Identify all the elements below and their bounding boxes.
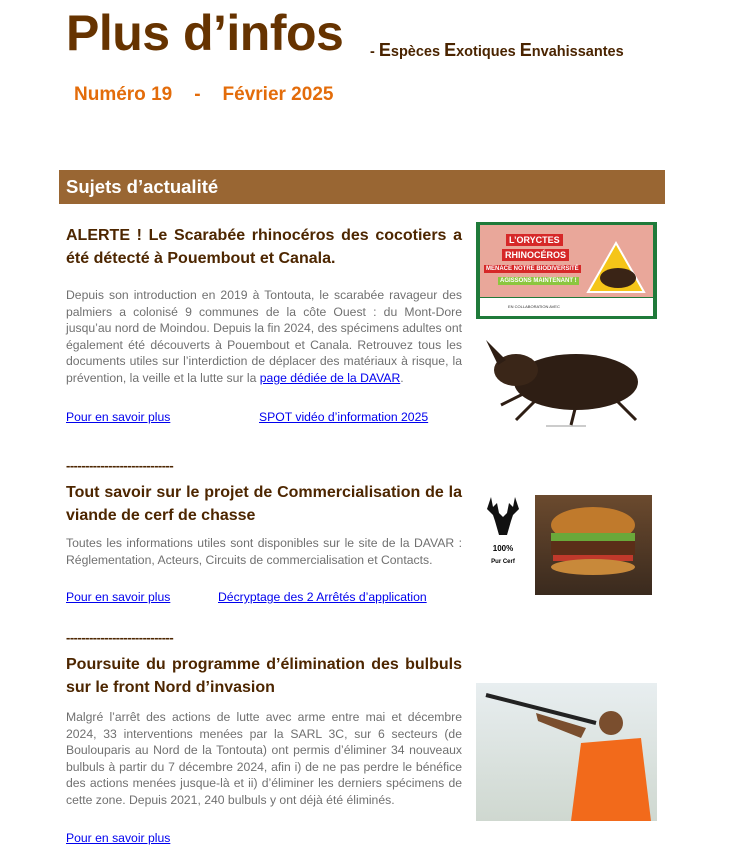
oryctes-poster-image: L’ORYCTES RHINOCÉROS MENACE NOTRE BIODIVERSITÉ AGISSONS MAINTENANT ! EN COLLABORATION AVEC <box>476 222 657 319</box>
article-body-deer-meat: Toutes les informations utiles sont disponibles sur le site de la DAVAR : Réglementation, Acteurs, Circuits de commercialisation et Contacts. <box>66 536 462 567</box>
spot-video-link[interactable]: SPOT vidéo d’information 2025 <box>259 410 429 424</box>
article-body-rhino-beetle: Depuis son introduction en 2019 à Tontouta, le scarabée ravageur des palmiers a colonisé 9 communes de la côte Ouest : du Mont-Dore jusqu’au nord de Moindou. Depuis la fin 2024, des spécimens adultes ont également été découverts à Pouembout et Canala. Retrouvez tous les documents utiles sur l’interdiction de déplacer des matériaux à risque, la prévention, la veille et la lutte sur la page dédiée de la DAVAR. <box>66 288 462 385</box>
separator: ---------------------------- <box>66 630 174 645</box>
section-header-bar <box>59 170 665 204</box>
article-title-rhino-beetle: ALERTE ! Le Scarabée rhinocéros des cocotiers a été détecté à Pouembout et Canala. <box>66 227 462 267</box>
rhino-beetle-photo <box>476 330 657 430</box>
davar-page-link[interactable]: page dédiée de la DAVAR <box>259 370 401 385</box>
read-more-link-1[interactable]: Pour en savoir plus <box>66 410 171 424</box>
read-more-link-2[interactable]: Pour en savoir plus <box>66 590 171 604</box>
issue-info <box>74 84 355 106</box>
newsletter-subtitle: - Espèces Exotiques Envahissantes <box>370 40 624 60</box>
read-more-link-3[interactable]: Pour en savoir plus <box>66 831 171 845</box>
issue-number: Numéro 19 <box>74 84 173 105</box>
article-title-bulbuls: Poursuite du programme d’élimination des bulbuls sur le front Nord d’invasion <box>66 656 462 696</box>
deer-head-icon <box>483 495 523 539</box>
section-title: Sujets d’actualité <box>66 176 219 197</box>
burger-photo <box>535 495 652 595</box>
decree-decryption-link[interactable]: Décryptage des 2 Arrêtés d’application <box>218 590 427 604</box>
article-title-deer-meat: Tout savoir sur le projet de Commercialisation de la viande de cerf de chasse <box>66 484 462 524</box>
hunter-shooting-photo <box>476 683 657 821</box>
separator: ---------------------------- <box>66 458 174 473</box>
newsletter-title: Plus d’infos <box>66 5 344 61</box>
article-body-bulbuls: Malgré l’arrêt des actions de lutte avec arme entre mai et décembre 2024, 33 interventions menées par la SARL 3C, sur 6 secteurs (de Boulouparis au Nord de la Tontouta) ont permis d’éliminer 34 nouveaux bulbuls à partir du 7 décembre 2024, afin i) de ne pas perdre le bénéfice des actions menées jusque-là et ii) d’éliminer les derniers spécimens de cette zone. Depuis 2021, 240 bulbuls y ont déjà été éliminés. <box>66 710 462 807</box>
warning-beetle-icon <box>586 240 646 295</box>
pur-cerf-logo: 100% Pur Cerf <box>476 495 530 575</box>
issue-date: Février 2025 <box>222 84 334 105</box>
issue-separator: - <box>194 84 201 105</box>
